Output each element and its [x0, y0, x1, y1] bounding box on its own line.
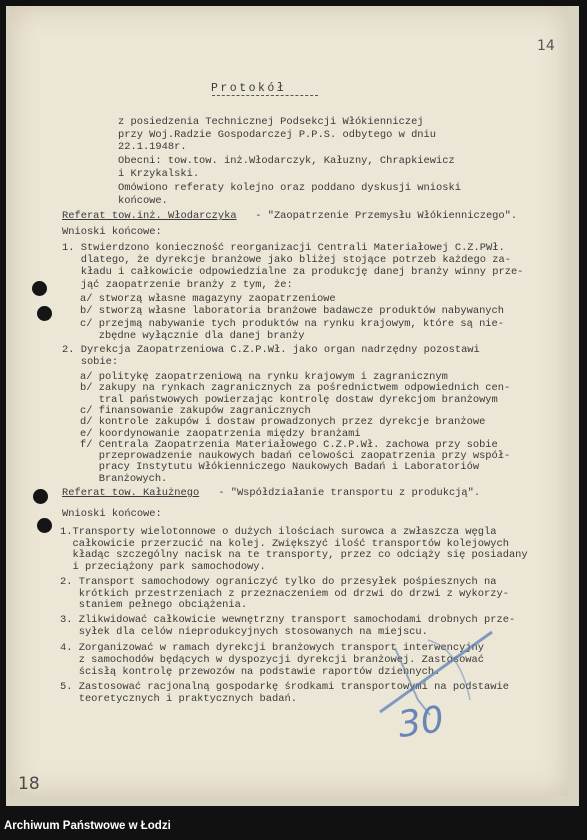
list-item: a/ politykę zaopatrzeniową na rynku krajowym i zagranicznym — [80, 371, 448, 383]
margin-number: 18 — [18, 774, 40, 794]
list-item: c/ finansowanie zakupów zagranicznych — [80, 404, 311, 417]
list-item: b/ zakupy na rynkach zagranicznych za pośrednictwem odpowiednich cen- — [80, 382, 511, 395]
attendees-line: Obecni: tow.tow. inż.Włodarczyk, Kałuzny, Chrapkiewicz — [118, 155, 455, 167]
list-item: syłek dla celów nieprodukcyjnych stosowanych na miejscu. — [60, 626, 428, 638]
header-line: 22.1.1948r. — [118, 141, 187, 153]
list-item: Branżowych. — [80, 472, 168, 485]
page-number: 14 — [537, 38, 555, 54]
list-item: przeprowadzenie naukowych badań celowości zaopatrzenia przy współ- — [80, 450, 511, 463]
text-line: jąć zaopatrzenie branży z tym, że: — [62, 278, 293, 291]
header-line: z posiedzenia Technicznej Podsekcji Włókienniczej — [118, 116, 424, 128]
text-line: dlatego, że dyrekcje branżowe jako bliżej stojące potrzeb każdego za- — [62, 254, 511, 267]
list-item: ścisłą kontrolę przewozów na podstawie raportów dziennych. — [60, 666, 441, 678]
list-item: teoretycznych i praktycznych badań. — [60, 693, 297, 705]
referat-1-topic: - "Zaopatrzenie Przemysłu Włókienniczego". — [249, 210, 518, 222]
list-item: e/ koordynowanie zaopatrzenia między branżami — [80, 427, 361, 440]
list-item: z samochodów będących w dyspozycji dyrekcji branżowej. Zastosować — [60, 654, 485, 666]
list-item: 2. Transport samochodowy ograniczyć tylko do przesyłek pośpiesznych na — [60, 576, 497, 588]
text-line: 2. Dyrekcja Zaopatrzeniowa C.Z.P.Wł. jako organ nadrzędny pozostawi — [62, 344, 480, 356]
archive-name: Archiwum Państwowe w Łodzi — [4, 820, 171, 832]
list-item: pracy Instytutu Włókienniczego Naukowych Badań i Laboratoriów — [80, 461, 480, 474]
list-item: tral państwowych powierzając kontrolę dostaw dyrekcjom branżowym — [80, 393, 498, 406]
list-item: c/ przejmą nabywanie tych produktów na rynku krajowym, które są nie- — [80, 317, 505, 330]
referat-2-topic: - "Współdziałanie transportu z produkcją". — [212, 487, 481, 499]
referat-1-wnioski: Wnioski końcowe: — [62, 226, 162, 238]
attendees-line: i Krzykalski. — [118, 167, 200, 180]
text-line: kładu i całkowicie odpowiedzialne za produkcję danej branży winny prze- — [62, 266, 524, 279]
list-item: 4. Zorganizować w ramach dyrekcji branżowych transport interwencyjny — [60, 642, 485, 654]
text-line: 1. Stwierdzono konieczność reorganizacji Centrali Materiałowej C.Z.PWł. — [62, 242, 505, 254]
referat-1-label: Referat tow.inż. Włodarczyka — [62, 210, 237, 222]
list-item: krótkich przestrzeniach z przeznaczeniem od drzwi do drzwi z wykorzy- — [60, 588, 509, 600]
referat-2-label: Referat tow. Kałużnego — [62, 487, 200, 499]
list-item: f/ Centrala Zaopatrzenia Materiałowego C.Z.P.Wł. zachowa przy sobie — [80, 438, 498, 451]
list-item: b/ stworzą własne laboratoria branżowe badawcze produktów nabywanych — [80, 305, 505, 318]
archive-footer — [0, 806, 587, 840]
list-item: zbędne wyłącznie dla danej branży — [80, 329, 305, 342]
text-line: sobie: — [62, 356, 119, 369]
header-line: przy Woj.Radzie Gospodarczej P.P.S. odbytego w dniu — [118, 128, 437, 141]
referat-2-wnioski: Wnioski końcowe: — [62, 508, 162, 520]
list-item: 5. Zastosować racjonalną gospodarkę środkami transportowymi na podstawie — [60, 681, 509, 693]
list-item: d/ kontrole zakupów i dostaw prowadzonych przez dyrekcje branżowe — [80, 416, 486, 429]
list-item: 3. Zlikwidować całkowicie wewnętrzny transport samochodami drobnych prze- — [60, 614, 516, 626]
list-item: i przeciążony park samochodowy. — [60, 561, 266, 573]
intro-line: Omówiono referaty kolejno oraz poddano dyskusji wnioski — [118, 182, 461, 194]
list-item: staniem pełnego obciążenia. — [60, 599, 248, 611]
handwritten-number: 30 — [395, 699, 447, 746]
list-item: a/ stworzą własne magazyny zaopatrzeniowe — [80, 293, 336, 305]
document-title: Protokół — [211, 82, 287, 95]
list-item: 1.Transporty wielotonnowe o dużych ilościach surowca a zwłaszcza węgla — [60, 526, 497, 538]
intro-line: końcowe. — [118, 194, 168, 207]
list-item: całkowicie przerzucić na kolej. Zwiększyć ilość transportów kolejowych — [60, 538, 509, 550]
list-item: kładąc szczególny nacisk na te transporty, przez co odciąży się posiadany — [60, 549, 528, 561]
